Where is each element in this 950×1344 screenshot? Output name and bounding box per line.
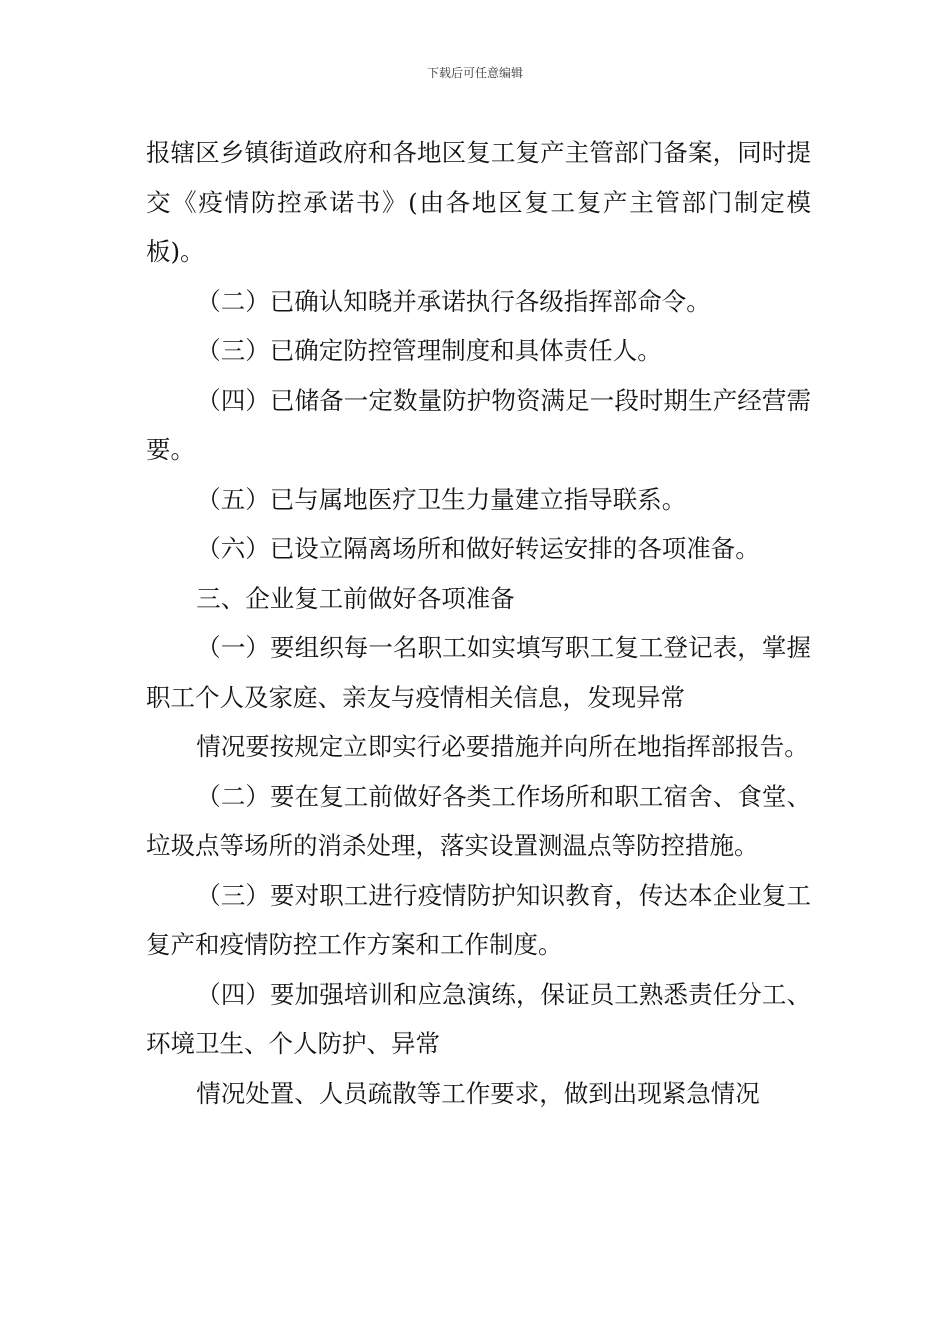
paragraph: （二）已确认知晓并承诺执行各级指挥部命令。 <box>196 286 711 316</box>
paragraph: （六）已设立隔离场所和做好转运安排的各项准备。 <box>196 534 760 563</box>
paragraph: （四）已储备一定数量防护物资满足一段时期生产经营需要。 <box>146 385 811 464</box>
paragraph: 报辖区乡镇街道政府和各地区复工复产主管部门备案，同时提交《疫情防控承诺书》(由各地区复工复产主管部门制定模板)。 <box>146 138 811 266</box>
paragraph: （二）要在复工前做好各类工作场所和职工宿舍、食堂、垃圾点等场所的消杀处理，落实设置测温点等防控措施。 <box>146 781 811 860</box>
document-body <box>146 128 811 1118</box>
paragraph: （三）已确定防控管理制度和具体责任人。 <box>196 336 662 365</box>
paragraph: 情况要按规定立即实行必要措施并向所在地指挥部报告。 <box>196 732 809 761</box>
paragraph: （五）已与属地医疗卫生力量建立指导联系。 <box>196 484 687 514</box>
paragraph: （三）要对职工进行疫情防护知识教育，传达本企业复工复产和疫情防控工作方案和工作制度。 <box>146 880 811 959</box>
section-heading: 三、企业复工前做好各项准备 <box>196 583 515 613</box>
paragraph: 情况处置、人员疏散等工作要求，做到出现紧急情况 <box>196 1078 760 1108</box>
paragraph: （一）要组织每一名职工如实填写职工复工登记表，掌握职工个人及家庭、亲友与疫情相关信息，发现异常 <box>146 633 811 712</box>
page-header: 下载后可任意编辑 <box>426 66 523 80</box>
paragraph: （四）要加强培训和应急演练，保证员工熟悉责任分工、环境卫生、个人防护、异常 <box>146 979 811 1058</box>
